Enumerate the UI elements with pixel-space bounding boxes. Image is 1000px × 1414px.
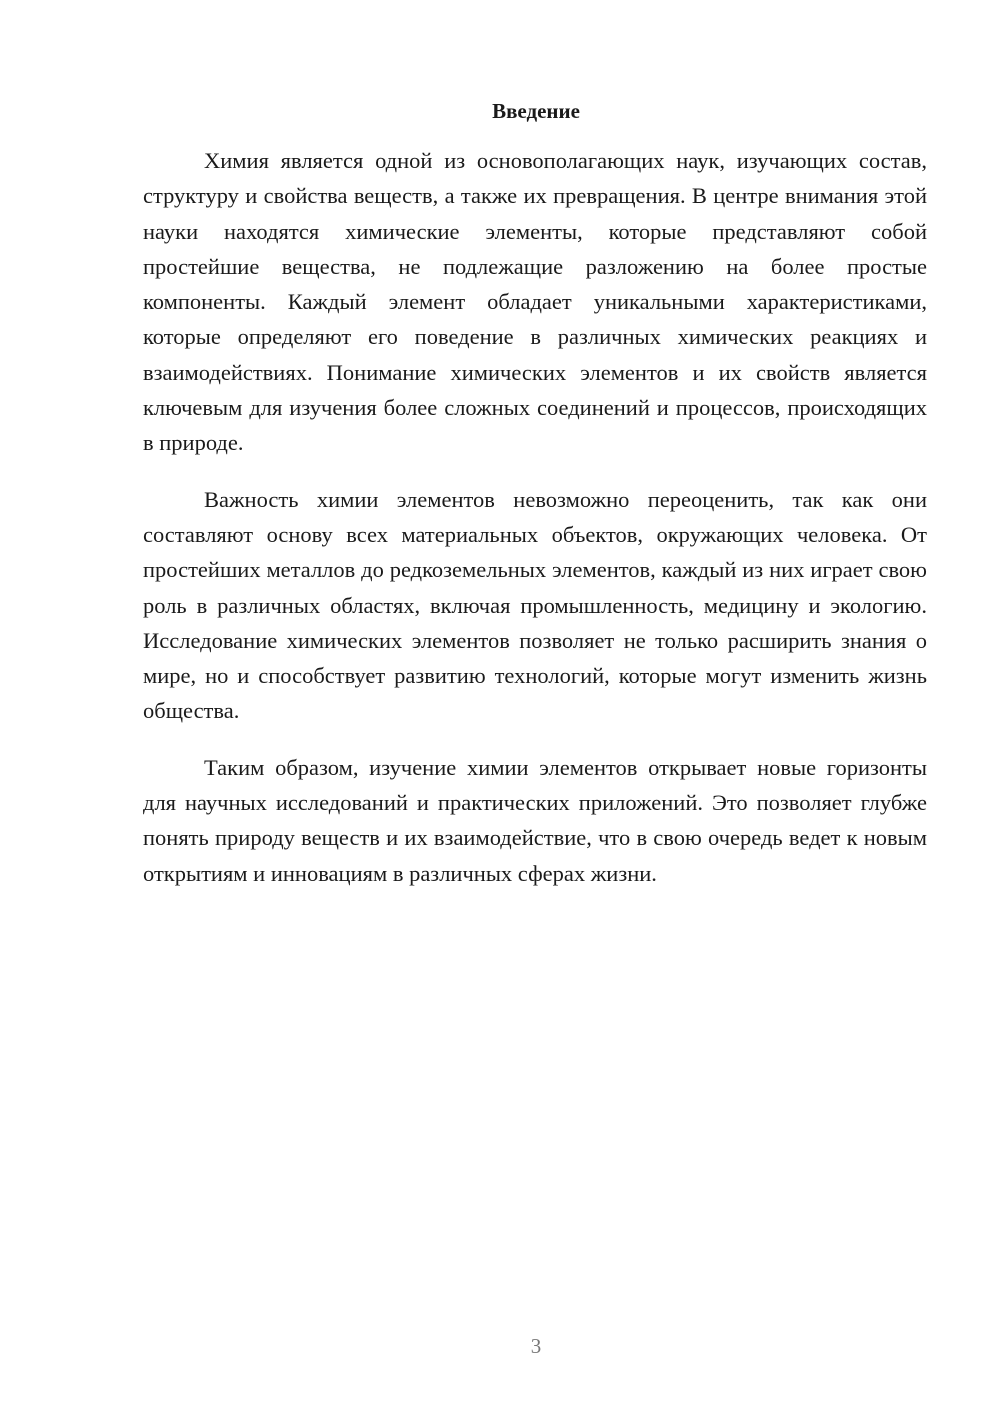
page-number: 3 [530, 1334, 542, 1358]
paragraph-3: Таким образом, изучение химии элементов открывает новые горизонты для научных исследований и практических приложений. Это позволяет глубже понять природу веществ и их взаимодействие, что в свою очередь ведет к новым открытиям и инновациям в различных сферах жизни. [143, 754, 927, 886]
paragraph-2: Важность химии элементов невозможно переоценить, так как они составляют основу всех материальных объектов, окружающих человека. От простейших металлов до редкоземельных элементов, каждый из них играет свою роль в различных областях, включая промышленность, медицину и экологию. Исследование химических элементов позволяет не только расширить знания о мире, но и способствует развитию технологий, которые могут изменить жизнь общества. [143, 486, 927, 724]
body-text [143, 143, 927, 912]
paragraph-1: Химия является одной из основополагающих наук, изучающих состав, структуру и свойства веществ, а также их превращения. В центре внимания этой науки находятся химические элементы, которые представляют собой простейшие вещества, не подлежащие разложению на более простые компоненты. Каждый элемент обладает уникальными характеристиками, которые определяют его поведение в различных химических реакциях и взаимодействиях. Понимание химических элементов и их свойств является ключевым для изучения более сложных соединений и процессов, происходящих в природе. [143, 148, 927, 456]
page-title: Введение [492, 99, 580, 123]
